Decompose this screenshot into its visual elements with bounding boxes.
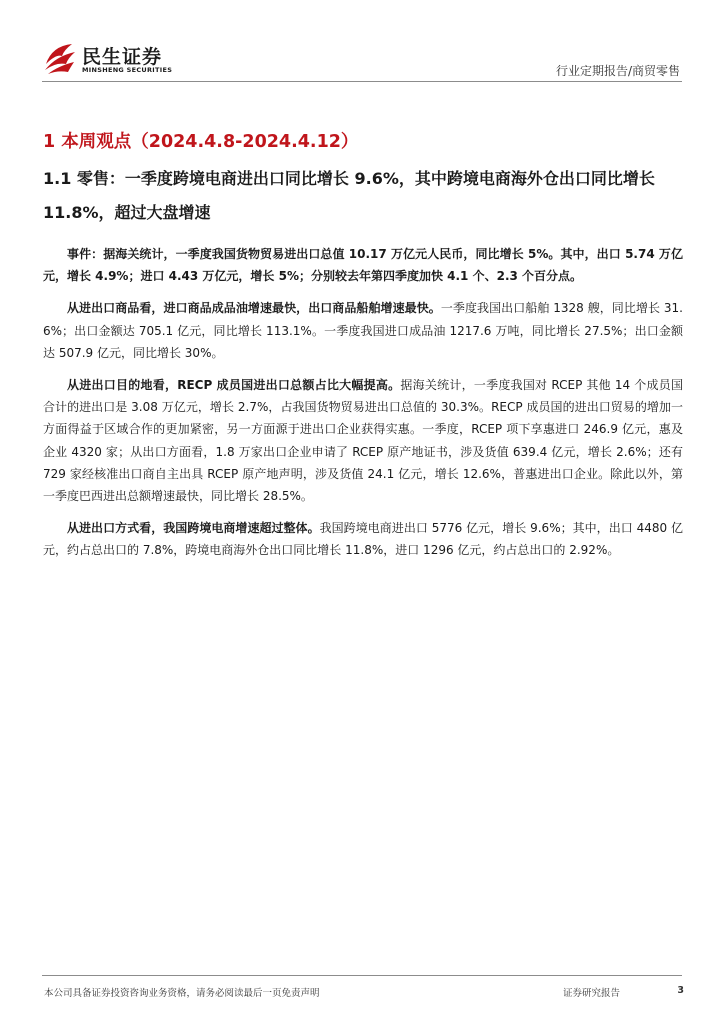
paragraph-body: 我国跨境电商进出口 5776 亿元，增长 9.6%；其中，出口 4480 亿元，约占总出口的 7.8%，跨境电商海外仓出口同比增长 11.8%，进口 1296 亿元，约占总出口的 2.92%。 xyxy=(43,521,683,558)
report-body xyxy=(43,243,683,572)
paragraph-lead: 从进出口商品看，进口商品成品油增速最快，出口商品船舶增速最快。 xyxy=(67,301,441,316)
paragraph-lead: 从进出口方式看，我国跨境电商增速超过整体。 xyxy=(67,521,320,536)
paragraph-commodities xyxy=(43,297,683,364)
paragraph-body: 据海关统计，一季度我国对 RCEP 其他 14 个成员国合计的进出口是 3.08 万亿元，增长 2.7%，占我国货物贸易进出口总值的 30.3%。RECP 成员国的进出口贸易的增加一方面得益于区域合作的更加紧密，另一方面源于进出口企业获得实惠。一季度，RCEP 项下享惠进口 246.9 亿元，惠及企业 4320 家；从出口方面看，1.8 万家出口企业申请了 RCEP 原产地证书，涉及货值 639.4 亿元，增长 2.6%；还有 729 家经核准出口商自主出具 RCEP 原产地声明，涉及货值 24.1 亿元，增长 12.6%，普惠进出口企业。除此以外，第一季度巴西进出总额增速最快，同比增长 28.5%。 xyxy=(43,378,683,504)
section-title: 1 本周观点（2024.4.8-2024.4.12） xyxy=(43,132,359,152)
logo-english-name: MINSHENG SECURITIES xyxy=(82,66,173,74)
paragraph-destinations xyxy=(43,374,683,507)
paragraph-lead: 事件：据海关统计，一季度我国货物贸易进出口总值 10.17 万亿元人民币，同比增长 5%。其中，出口 5.74 万亿元，增长 4.9%；进口 4.43 万亿元，增长 5%；分别较去年第四季度加快 4.1 个、2.3 个百分点。 xyxy=(43,247,683,284)
footer-label: 证券研究报告 xyxy=(562,988,620,999)
header-divider xyxy=(42,81,682,82)
footer-disclaimer: 本公司具备证券投资咨询业务资格，请务必阅读最后一页免责声明 xyxy=(44,988,320,999)
minsheng-logo-icon xyxy=(42,40,78,76)
company-logo xyxy=(42,40,192,76)
report-category: 行业定期报告/商贸零售 xyxy=(555,64,680,78)
paragraph-body: 一季度我国出口船舶 1328 艘，同比增长 31.6%；出口金额达 705.1 亿元，同比增长 113.1%。一季度我国进口成品油 1217.6 万吨，同比增长 27.5%；出口金额达 507.9 亿元，同比增长 30%。 xyxy=(43,301,683,360)
paragraph-event xyxy=(43,243,683,287)
footer-divider xyxy=(42,975,682,976)
logo-chinese-name: 民生证券 xyxy=(82,46,163,68)
paragraph-lead: 从进出口目的地看，RECP 成员国进出口总额占比大幅提高。 xyxy=(67,378,401,393)
paragraph-trade-methods xyxy=(43,517,683,561)
page-number: 3 xyxy=(677,985,684,996)
page-header xyxy=(0,0,724,84)
sub-section-title: 1.1 零售：一季度跨境电商进出口同比增长 9.6%，其中跨境电商海外仓出口同比增长 11.8%，超过大盘增速 xyxy=(43,169,655,222)
